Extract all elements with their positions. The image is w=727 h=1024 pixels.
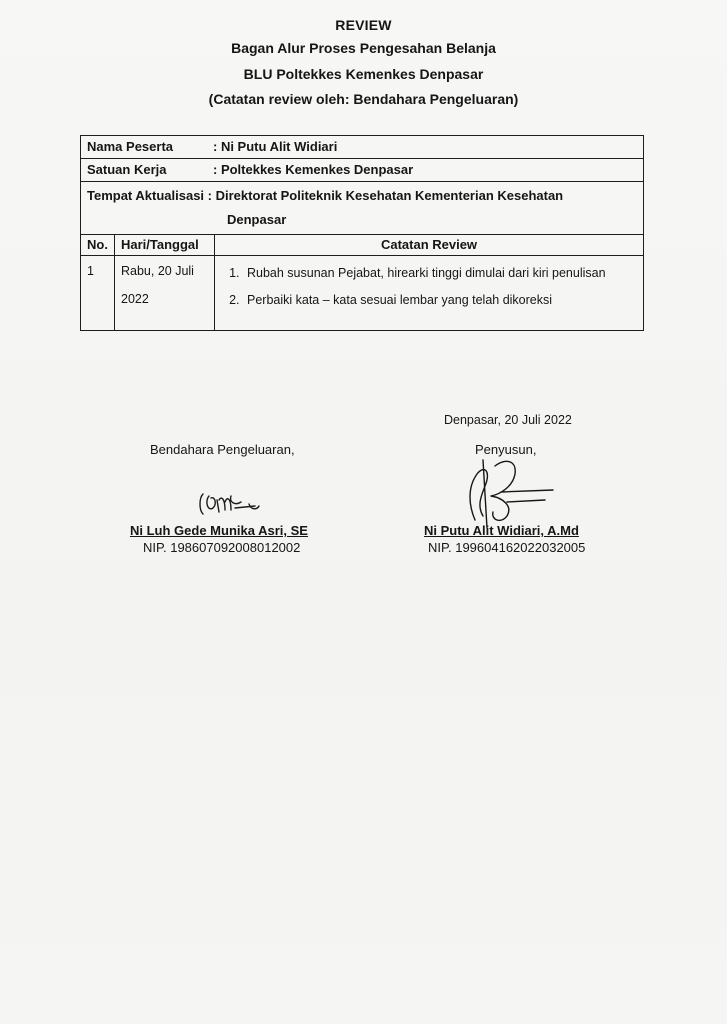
nama-value: : Ni Putu Alit Widiari (213, 139, 338, 154)
document-subtitle-3: (Catatan review oleh: Bendahara Pengeluaran) (208, 91, 519, 107)
document-title: REVIEW (335, 17, 392, 33)
nama-label: Nama Peserta (87, 139, 173, 154)
left-signer-role: Bendahara Pengeluaran, (150, 442, 295, 457)
notes-list (221, 260, 637, 314)
review-table (80, 135, 644, 331)
info-row-nama (81, 136, 644, 159)
right-signer-name: Ni Putu Alit Widiari, A.Md (424, 523, 579, 538)
row-date-line2: 2022 (121, 292, 149, 306)
document-subtitle-2: BLU Poltekkes Kemenkes Denpasar (243, 66, 484, 82)
note-item: 1. Rubah susunan Pejabat, hirearki tinggi dimulai dari kiri penulisan (243, 260, 637, 287)
col-no-header: No. (81, 235, 115, 256)
table-row (81, 256, 644, 331)
satuan-label: Satuan Kerja (87, 162, 167, 177)
left-signature-image (195, 488, 275, 528)
col-notes-header: Catatan Review (215, 235, 644, 256)
place-date: Denpasar, 20 Juli 2022 (444, 413, 572, 427)
row-no: 1 (81, 256, 115, 331)
table-header-row (81, 235, 644, 256)
note-item: 2. Perbaiki kata – kata sesuai lembar yang telah dikoreksi (243, 287, 637, 314)
right-signer-role: Penyusun, (475, 442, 537, 457)
info-row-tempat (81, 182, 644, 235)
document-subtitle-1: Bagan Alur Proses Pengesahan Belanja (231, 40, 496, 56)
row-date (115, 256, 215, 331)
left-signer-nip: NIP. 198607092008012002 (143, 540, 301, 555)
info-row-satuan (81, 159, 644, 182)
left-signer-name: Ni Luh Gede Munika Asri, SE (130, 523, 308, 538)
tempat-label: Tempat Aktualisasi (87, 188, 205, 203)
right-signature-image (455, 450, 565, 530)
row-date-line1: Rabu, 20 Juli (121, 264, 194, 278)
row-notes (215, 256, 644, 331)
tempat-value-cont: Denpasar (227, 212, 287, 227)
right-signer-nip: NIP. 199604162022032005 (428, 540, 586, 555)
tempat-value: : Direktorat Politeknik Kesehatan Kementerian Kesehatan (207, 188, 564, 203)
satuan-value: : Poltekkes Kemenkes Denpasar (213, 162, 414, 177)
col-date-header: Hari/Tanggal (115, 235, 215, 256)
